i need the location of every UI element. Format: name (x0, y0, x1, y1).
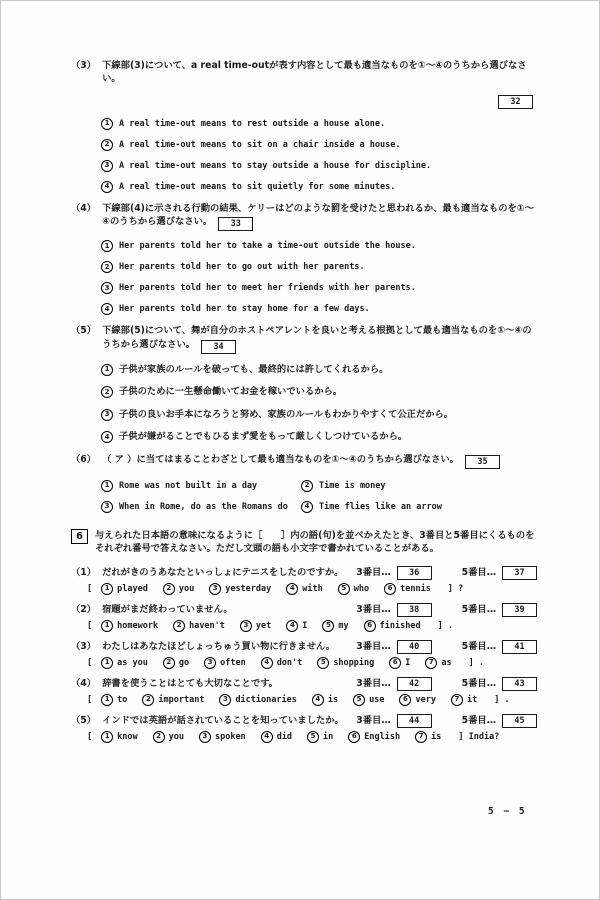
circled-number-icon: 1 (101, 620, 113, 632)
reading-questions-section (71, 59, 537, 513)
option-text: 子供の良いお手本になろうと努め、家族のルールもわかりやすくて公正だから。 (119, 408, 454, 420)
word-text: as (441, 657, 452, 668)
option-item (101, 240, 537, 252)
word-choice (163, 583, 194, 595)
option-text: Rome was not built in a day (119, 480, 258, 491)
option-item (101, 480, 301, 492)
word-text: often (220, 657, 246, 668)
page-number: 5 − 5 (488, 806, 527, 817)
word-choice (101, 583, 148, 595)
circled-number-icon: 4 (312, 694, 324, 706)
word-choice (101, 657, 148, 669)
word-text: you (168, 731, 184, 742)
question-prompt-text: 下線部(5)について、舞が自分のホストペアレントを良いと考える根拠として最も適当なものを①～④のうちから選びなさい。 (102, 325, 532, 350)
answer-position-group (356, 677, 537, 691)
circled-number-icon: 4 (101, 431, 113, 443)
circled-number-icon: 1 (101, 480, 113, 492)
fifth-position-label: 5番目… (461, 566, 496, 578)
circled-number-icon: 4 (101, 303, 113, 315)
question-prompt-text: 下線部(4)に示される行動の結果、ケリーはどのような罰を受けたと思われるか、最も適当なものを①～④のうちから選びなさい。 (102, 202, 534, 228)
word-text: shopping (333, 657, 375, 668)
item-sentence-japanese: だれがきのうあなたといっしょにテニスをしたのですか。 (102, 566, 344, 578)
close-bracket: ] . (468, 657, 484, 668)
fifth-position-label: 5番目… (461, 640, 496, 652)
word-choice (142, 694, 204, 706)
answer-position-group (356, 640, 537, 654)
option-text: Her parents told her to meet her friends with her parents. (119, 283, 416, 294)
question-prompt (102, 59, 537, 86)
word-text: haven't (189, 620, 225, 631)
word-choices-row (87, 731, 537, 743)
item-label: （3） (71, 640, 97, 652)
word-text: my (338, 620, 349, 631)
open-bracket: [ (87, 731, 93, 742)
option-item (101, 385, 537, 398)
open-bracket: [ (87, 694, 93, 705)
word-choice (348, 731, 400, 743)
circled-number-icon: 2 (173, 620, 185, 632)
option-item (101, 501, 301, 513)
option-item (101, 303, 537, 315)
circled-number-icon: 2 (163, 583, 175, 595)
word-choice (322, 620, 348, 632)
word-choices-row (87, 620, 537, 632)
option-text: Her parents told her to go out with her parents. (119, 262, 365, 273)
item-sentence-row (71, 714, 537, 728)
answer-position-group (356, 714, 537, 728)
circled-number-icon: 3 (101, 282, 113, 294)
answer-number-box: 33 (218, 217, 253, 231)
option-text: Her parents told her to take a time-out outside the house. (119, 241, 416, 252)
item-label: （1） (71, 566, 97, 578)
fifth-position-label: 5番目… (461, 603, 496, 615)
item-sentence-row (71, 640, 537, 654)
word-choice (261, 657, 303, 669)
option-text: When in Rome, do as the Romans do (119, 501, 288, 512)
circled-number-icon: 7 (425, 657, 437, 669)
answer-number-box: 43 (502, 677, 537, 691)
item-sentence-row (71, 566, 537, 580)
sentence-ordering-item (71, 640, 537, 669)
option-item (101, 430, 537, 443)
answer-number-box: 35 (465, 455, 500, 469)
word-choice (317, 657, 374, 669)
circled-number-icon: 2 (101, 261, 113, 273)
item-label: （5） (71, 714, 97, 726)
word-text: who (353, 583, 370, 594)
circled-number-icon: 6 (389, 657, 401, 669)
word-choice (425, 657, 451, 669)
sentence-ordering-item (71, 603, 537, 632)
close-bracket: ] . (437, 620, 453, 631)
circled-number-icon: 1 (101, 364, 113, 376)
third-position-label: 3番目… (356, 566, 391, 578)
word-choices-row (87, 657, 537, 669)
question-label: （6） (71, 453, 97, 465)
word-choice (353, 694, 384, 706)
word-choice (415, 731, 441, 743)
word-choice (209, 583, 271, 595)
circled-number-icon: 3 (101, 409, 113, 421)
section-number-box: 6 (71, 529, 88, 544)
close-bracket: ] . (494, 694, 510, 705)
word-text: don't (276, 657, 303, 668)
option-item (301, 501, 537, 513)
word-text: is (431, 731, 442, 742)
reading-question (71, 202, 537, 315)
word-text: it (466, 694, 478, 705)
circled-number-icon: 4 (286, 620, 298, 632)
answer-number-box: 38 (397, 603, 432, 617)
word-text: dictionaries (235, 694, 297, 705)
answer-number-box: 44 (397, 714, 432, 728)
word-text: played (117, 583, 148, 594)
reading-question (71, 59, 537, 193)
question-label: （4） (71, 202, 97, 214)
options-list (101, 240, 537, 315)
answer-number-box: 37 (502, 566, 537, 580)
word-text: important (158, 694, 205, 705)
answer-number-box: 40 (397, 640, 432, 654)
section6-instructions: 与えられた日本語の意味になるように［ ］内の語(句)を並べかえたとき、3番目と5番目にくるものをそれぞれ番号で答えなさい。ただし文頭の語も小文字で書かれていることがある。 (94, 529, 535, 555)
word-text: tennis (400, 583, 431, 594)
answer-position-group (356, 603, 537, 617)
circled-number-icon: 4 (101, 181, 113, 193)
circled-number-icon: 3 (199, 731, 211, 743)
word-choice (286, 583, 322, 595)
close-bracket: ] ? (447, 583, 464, 594)
circled-number-icon: 2 (142, 694, 154, 706)
item-sentence-row (71, 603, 537, 617)
options-list (101, 118, 537, 193)
open-bracket: [ (87, 657, 93, 668)
word-text: is (327, 694, 339, 705)
word-text: as you (117, 657, 148, 668)
circled-number-icon: 1 (101, 583, 113, 595)
option-text: 子供が嫌がることでもひるまず愛をもって厳しくしつけているから。 (119, 431, 408, 443)
word-text: use (369, 694, 385, 705)
circled-number-icon: 3 (101, 501, 113, 513)
circled-number-icon: 6 (384, 583, 396, 595)
option-text: A real time-out means to sit on a chair inside a house. (119, 139, 401, 150)
answer-position-group (356, 566, 537, 580)
sentence-ordering-item (71, 566, 537, 595)
circled-number-icon: 3 (204, 657, 216, 669)
answer-number-box: 34 (201, 340, 236, 354)
circled-number-icon: 3 (209, 583, 221, 595)
circled-number-icon: 1 (101, 731, 113, 743)
word-text: you (178, 583, 195, 594)
question-prompt (102, 453, 537, 469)
option-text: 子供が家族のルールを破っても、最終的には許してくれるから。 (119, 363, 389, 375)
question-label: （3） (71, 60, 97, 71)
item-sentence-japanese: 辞書を使うことはとても大切なことです。 (102, 677, 278, 689)
circled-number-icon: 3 (101, 160, 113, 172)
circled-number-icon: 1 (101, 240, 113, 252)
word-choice (364, 620, 421, 632)
answer-box-row (71, 89, 533, 109)
word-choice (101, 694, 127, 706)
word-choices-row (87, 583, 537, 595)
answer-number-box: 45 (502, 714, 537, 728)
word-text: yesterday (225, 583, 272, 594)
word-choice (101, 620, 158, 632)
word-text: I (405, 657, 411, 668)
word-text: to (117, 694, 128, 705)
item-sentence-japanese: わたしはあなたほどしょっちゅう買い物に行きません。 (102, 640, 336, 652)
circled-number-icon: 7 (451, 694, 463, 706)
question-prompt-row (71, 453, 537, 469)
circled-number-icon: 5 (317, 657, 329, 669)
item-sentence-japanese: インドでは英語が話されていることを知っていましたか。 (102, 714, 344, 726)
circled-number-icon: 2 (101, 386, 113, 398)
options-list (101, 363, 537, 444)
word-choices-row (87, 694, 537, 706)
circled-number-icon: 5 (322, 620, 334, 632)
fifth-position-label: 5番目… (461, 714, 496, 726)
circled-number-icon: 2 (163, 657, 175, 669)
word-text: finished (379, 620, 421, 631)
word-text: homework (117, 620, 159, 631)
circled-number-icon: 6 (348, 731, 360, 743)
third-position-label: 3番目… (356, 677, 391, 689)
option-item (101, 118, 537, 130)
options-list (101, 471, 537, 513)
circled-number-icon: 3 (240, 620, 252, 632)
question-prompt (102, 202, 537, 231)
option-item (101, 139, 537, 151)
item-sentence-row (71, 677, 537, 691)
close-bracket: ] India? (458, 731, 500, 742)
circled-number-icon: 4 (261, 657, 273, 669)
open-bracket: [ (87, 620, 93, 631)
circled-number-icon: 4 (261, 731, 273, 743)
word-choice (173, 620, 225, 632)
section6-header (71, 529, 537, 556)
circled-number-icon: 4 (301, 501, 313, 513)
third-position-label: 3番目… (356, 640, 391, 652)
third-position-label: 3番目… (356, 714, 391, 726)
word-text: yet (255, 620, 272, 631)
question-prompt-row (71, 324, 537, 353)
answer-number-box: 39 (502, 603, 537, 617)
word-choice (219, 694, 296, 706)
word-text: go (178, 657, 190, 668)
word-choice (338, 583, 369, 595)
word-text: in (323, 731, 334, 742)
word-text: with (302, 583, 323, 594)
third-position-label: 3番目… (356, 603, 391, 615)
option-text: A real time-out means to stay outside a house for discipline. (119, 160, 432, 171)
word-text: spoken (214, 731, 246, 742)
circled-number-icon: 2 (301, 480, 313, 492)
item-sentence-japanese: 宿題がまだ終わっていません。 (102, 603, 233, 615)
section6-items (71, 566, 537, 743)
option-text: Time is money (319, 480, 386, 491)
item-label: （2） (71, 603, 97, 615)
word-text: know (117, 731, 138, 742)
option-text: 子供のために一生懸命働いてお金を稼いでいるから。 (119, 386, 343, 398)
circled-number-icon: 5 (353, 694, 365, 706)
circled-number-icon: 4 (286, 583, 298, 595)
option-text: Time flies like an arrow (319, 501, 442, 512)
option-item (101, 363, 537, 376)
option-item (101, 408, 537, 421)
circled-number-icon: 7 (415, 731, 427, 743)
question-prompt (102, 324, 537, 353)
circled-number-icon: 1 (101, 694, 113, 706)
word-text: did (276, 731, 293, 742)
answer-number-box: 41 (502, 640, 537, 654)
word-choice (204, 657, 246, 669)
question-prompt-row (71, 202, 537, 231)
option-item (301, 480, 537, 492)
circled-number-icon: 6 (399, 694, 411, 706)
word-choice (399, 694, 435, 706)
item-label: （4） (71, 677, 97, 689)
option-item (101, 160, 537, 172)
word-choice (153, 731, 184, 743)
word-choice (451, 694, 477, 706)
word-text: I (302, 620, 308, 631)
sentence-ordering-item (71, 714, 537, 743)
option-text: A real time-out means to rest outside a house alone. (119, 118, 386, 129)
reading-question (71, 324, 537, 443)
word-choice (384, 583, 431, 595)
open-bracket: [ (87, 583, 93, 594)
answer-number-box: 32 (498, 95, 533, 109)
question-prompt-text: 下線部(3)について、a real time-outが表す内容として最も適当なものを①～④のうちから選びなさい。 (102, 60, 527, 85)
question-label: （5） (71, 325, 97, 337)
option-text: Her parents told her to stay home for a few days. (119, 304, 370, 315)
word-choice (389, 657, 410, 669)
question-prompt-text: （ ア ）に当てはまることわざとして最も適当なものを①～④のうちから選びなさい。 (102, 453, 459, 465)
word-choice (312, 694, 338, 706)
circled-number-icon: 5 (307, 731, 319, 743)
option-item (101, 181, 537, 193)
circled-number-icon: 2 (153, 731, 165, 743)
word-choice (199, 731, 246, 743)
answer-number-box: 42 (397, 677, 432, 691)
word-choice (240, 620, 271, 632)
word-choice (261, 731, 292, 743)
option-item (101, 282, 537, 294)
circled-number-icon: 1 (101, 657, 113, 669)
sentence-ordering-item (71, 677, 537, 706)
word-text: English (364, 731, 401, 742)
word-choice (101, 731, 137, 743)
reading-question (71, 453, 537, 513)
circled-number-icon: 5 (338, 583, 350, 595)
option-text: A real time-out means to sit quietly for some minutes. (119, 181, 396, 192)
fifth-position-label: 5番目… (461, 677, 496, 689)
circled-number-icon: 3 (219, 694, 231, 706)
question-prompt-row (71, 59, 537, 86)
word-choice (163, 657, 189, 669)
word-choice (307, 731, 333, 743)
circled-number-icon: 6 (364, 620, 376, 632)
word-choice (286, 620, 307, 632)
word-text: very (415, 694, 436, 705)
option-item (101, 261, 537, 273)
circled-number-icon: 1 (101, 118, 113, 130)
circled-number-icon: 2 (101, 139, 113, 151)
answer-number-box: 36 (397, 566, 432, 580)
